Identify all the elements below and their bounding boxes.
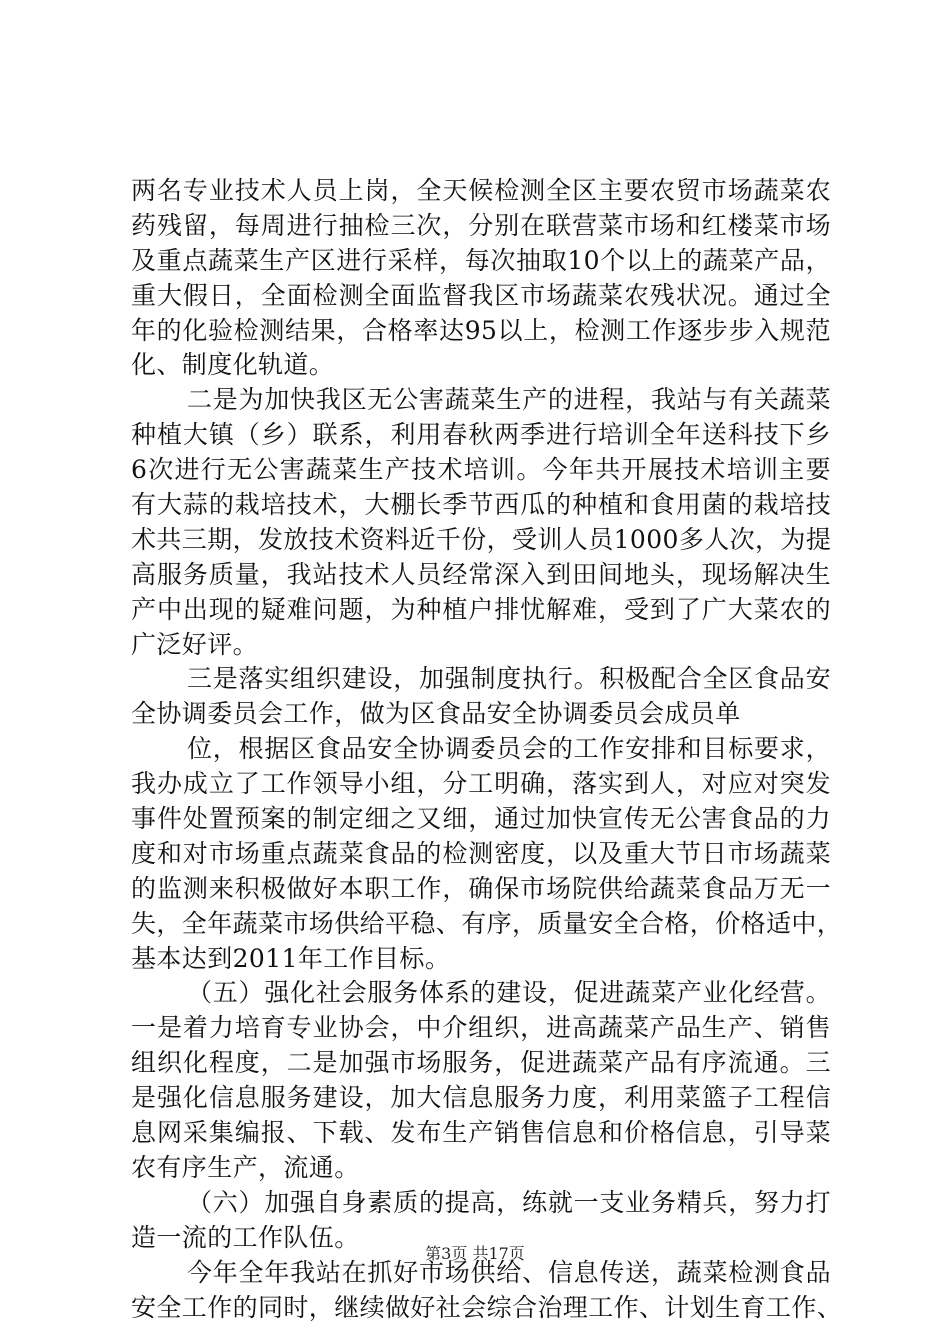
text-line: 全协调委员会工作，做为区食品安全协调委员会成员单	[131, 699, 741, 729]
page-footer	[0, 1243, 950, 1265]
text-line: 种植大镇（乡）联系，利用春秋两季进行培训全年送科技下乡	[131, 420, 831, 450]
text-line: 度和对市场重点蔬菜食品的检测密度，以及重大节日市场蔬菜	[131, 838, 831, 868]
text-line: 的监测来积极做好本职工作，确保市场院供给蔬菜食品万无一	[131, 873, 831, 903]
text-line: 重大假日，全面检测全面监督我区市场蔬菜农残状况。通过全	[131, 280, 831, 310]
text-line: 我办成立了工作领导小组，分工明确，落实到人，对应对突发	[131, 769, 831, 799]
text-line: 是强化信息服务建设，加大信息服务力度，利用菜篮子工程信	[131, 1083, 831, 1113]
text-line: 有大蒜的栽培技术，大棚长季节西瓜的种植和食用菌的栽培技	[131, 490, 831, 520]
text-line: 年的化验检测结果，合格率达95以上，检测工作逐步步入规范	[131, 315, 831, 345]
paragraph-first-line: （五）强化社会服务体系的建设，促进蔬菜产业化经营。	[187, 978, 831, 1008]
text-line: 基本达到2011年工作目标。	[131, 943, 451, 973]
text-line: 两名专业技术人员上岗，全天候检测全区主要农贸市场蔬菜农	[131, 176, 831, 205]
text-line: 息网采集编报、下载、发布生产销售信息和价格信息，引导菜	[131, 1118, 831, 1148]
document-body	[131, 174, 843, 1325]
text-line: 6次进行无公害蔬菜生产技术培训。今年共开展技术培训主要	[131, 455, 831, 485]
text-line: 高服务质量，我站技术人员经常深入到田间地头，现场解决生	[131, 559, 831, 589]
text-line: 术共三期，发放技术资料近千份，受训人员1000多人次，为提	[131, 524, 832, 554]
text-line: 组织化程度，二是加强市场服务，促进蔬菜产品有序流通。三	[131, 1048, 831, 1078]
text-line: 药残留，每周进行抽检三次，分别在联营菜市场和红楼菜市场	[131, 210, 831, 240]
paragraph-first-line: 位，根据区食品安全协调委员会的工作安排和目标要求，	[187, 734, 831, 764]
text-line: 化、制度化轨道。	[131, 350, 335, 380]
text-line: 安全工作的同时，继续做好社会综合治理工作、计划生育工作、	[131, 1292, 843, 1322]
paragraph-first-line: 三是落实组织建设，加强制度执行。积极配合全区食品安	[187, 664, 831, 694]
text-line: 及重点蔬菜生产区进行采样，每次抽取10个以上的蔬菜产品，	[131, 245, 831, 275]
text-line: 造一流的工作队伍。	[131, 1222, 360, 1252]
paragraph-first-line: 二是为加快我区无公害蔬菜生产的进程，我站与有关蔬菜	[187, 385, 831, 415]
page-number: 第3页 共17页	[425, 1244, 525, 1263]
paragraph-first-line: 今年全年我站在抓好市场供给、信息传送，蔬菜检测食品	[187, 1257, 831, 1287]
text-line: 农有序生产，流通。	[131, 1152, 360, 1182]
text-line: 事件处置预案的制定细之又细，通过加快宣传无公害食品的力	[131, 804, 831, 834]
text-line: 一是着力培育专业协会，中介组织，进高蔬菜产品生产、销售	[131, 1013, 831, 1043]
text-line: 产中出现的疑难问题，为种植户排忧解难，受到了广大菜农的	[131, 594, 831, 624]
paragraph-first-line: （六）加强自身素质的提高，练就一支业务精兵，努力打	[187, 1187, 831, 1217]
text-line: 失，全年蔬菜市场供给平稳、有序，质量安全合格，价格适中，	[131, 908, 843, 938]
text-line: 广泛好评。	[131, 629, 259, 659]
